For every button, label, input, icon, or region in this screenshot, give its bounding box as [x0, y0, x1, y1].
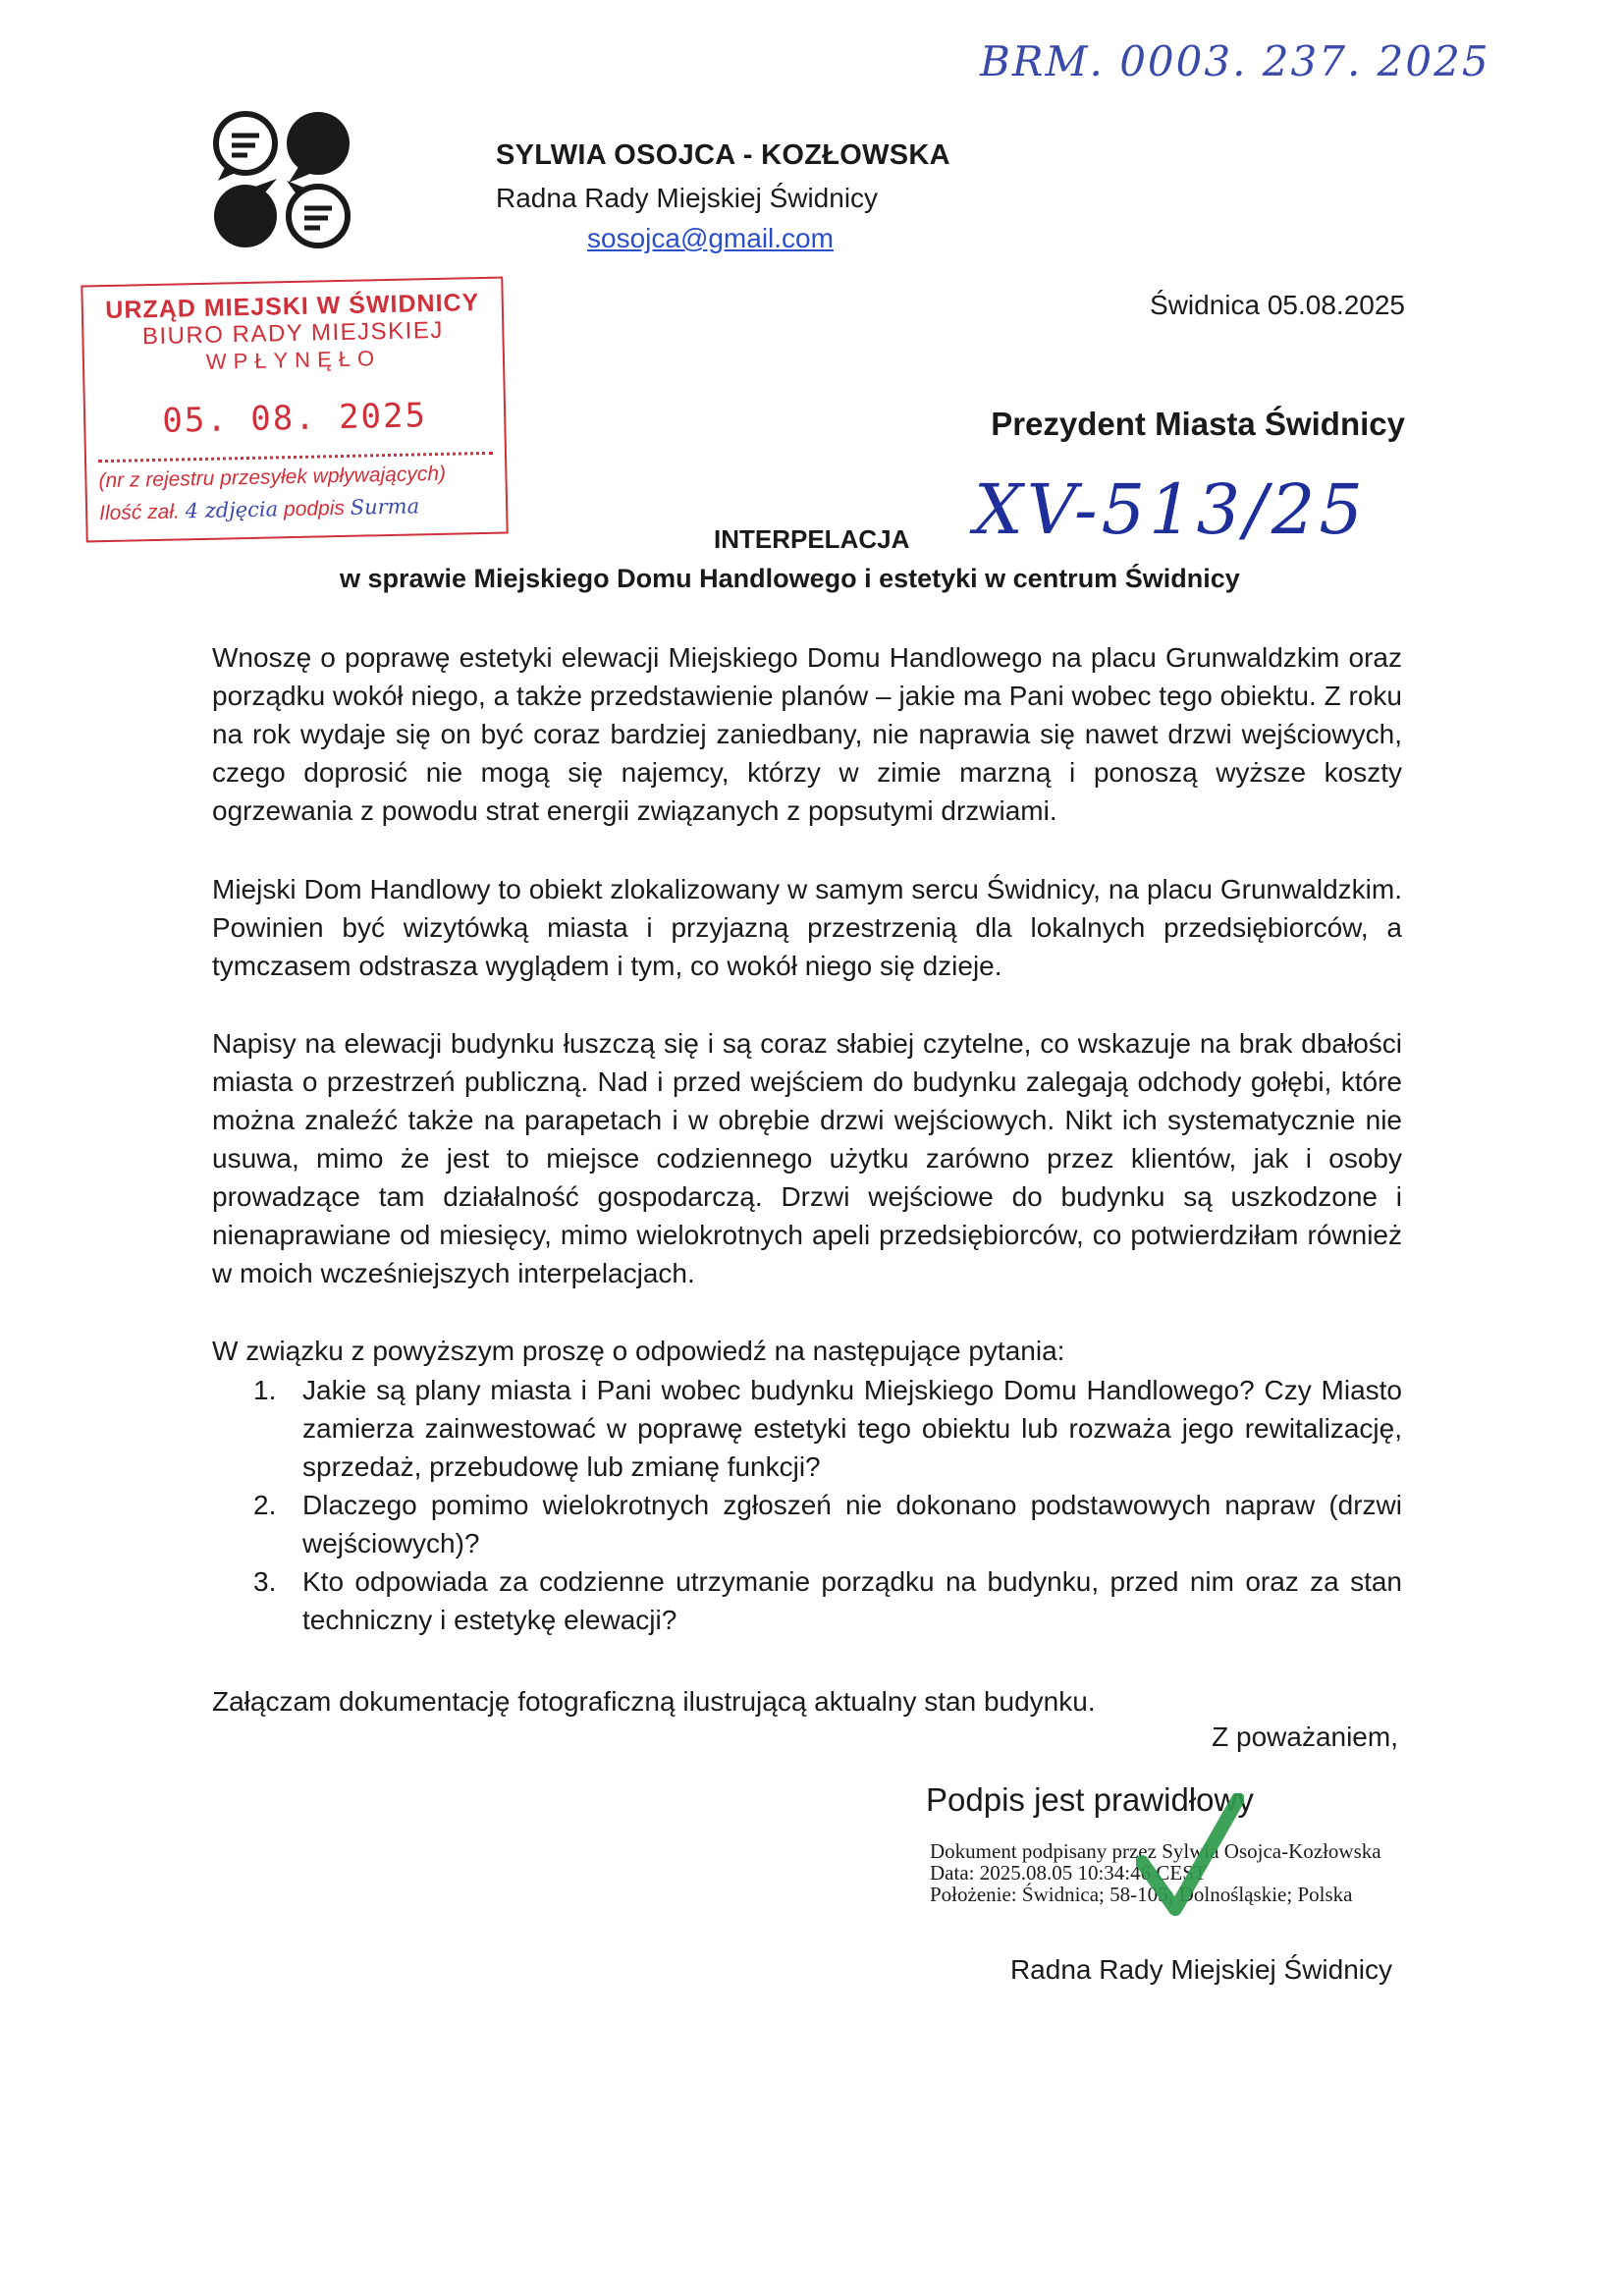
questions-intro: W związku z powyższym proszę o odpowiedź na następujące pytania: [212, 1336, 1065, 1366]
body-paragraph: Miejski Dom Handlowy to obiekt zlokalizowany w samym sercu Świdnicy, na placu Grunwaldzkim. Powinien być wizytówką miasta i przyjazną przestrzenią dla lokalnych przedsiębiorców, a tymczasem odstrasza wyglądem i tym, co wokół niego się dzieje. [212, 874, 1402, 981]
stamp-dotted-line [98, 452, 493, 463]
place-and-date: Świdnica 05.08.2025 [1150, 290, 1405, 320]
signer-role: Radna Rady Miejskiej Świdnicy [1009, 1954, 1392, 1985]
stamp-signature-label: podpis [283, 496, 346, 521]
stamp-attachments-row [99, 493, 506, 526]
question-item [253, 1486, 1402, 1562]
stamp-department: BIURO RADY MIEJSKIEJ [141, 316, 445, 351]
document-title: INTERPELACJA [714, 524, 910, 554]
received-stamp [81, 277, 508, 543]
question-text: Dlaczego pomimo wielokrotnych zgłoszeń nie dokonano podstawowych napraw (drzwi wejściowych)? [302, 1490, 1402, 1558]
attachment-note: Załączam dokumentację fotograficzną ilustrującą aktualny stan budynku. [212, 1686, 1096, 1717]
recipient: Prezydent Miasta Świdnicy [991, 406, 1405, 442]
body-paragraph: Wnoszę o poprawę estetyki elewacji Miejskiego Domu Handlowego na placu Grunwaldzkim oraz porządku wokół niego, a także przedstawienie planów – jakie ma Pani wobec tego obiektu. Z roku na rok wydaje się on być coraz bardziej zaniedbany, nie naprawia się nawet drzwi wejściowych, czego doprosić nie mogą się najemcy, którzy w zimie marzną i ponoszą wyższe koszty ogrzewania z powodu strat energii związanych z popsutymi drzwiami. [212, 642, 1402, 826]
signature-date: Data: 2025.08.05 10:34:46 CEST [930, 1861, 1207, 1885]
sender-role: Radna Rady Miejskiej Świdnicy [496, 183, 879, 213]
signature-status: Podpis jest prawidłowy [926, 1781, 1254, 1818]
question-text: Kto odpowiada za codzienne utrzymanie porządku na budynku, przed nim oraz za stan techniczny i estetykę elewacji? [302, 1566, 1402, 1635]
case-number-handwritten: XV-513/25 [974, 469, 1367, 550]
question-item [253, 1562, 1402, 1639]
closing-salutation: Z poważaniem, [1212, 1722, 1398, 1752]
document-subject: w sprawie Miejskiego Domu Handlowego i estetyki w centrum Świdnicy [340, 564, 1240, 593]
sender-name: SYLWIA OSOJCA - KOZŁOWSKA [496, 139, 950, 171]
body-paragraph: Napisy na elewacji budynku łuszczą się i są coraz słabiej czytelne, co wskazuje na brak dbałości miasta o przestrzeń publiczną. Nad i przed wejściem do budynku zalegają odchody gołębi, które można znaleźć także na parapetach i w obrębie drzwi wejściowych. Nikt ich systematycznie nie usuwa, mimo że jest to miejsce codziennego użytku zarówno przez klientów, jak i osoby prowadzące tam działalność gospodarczą. Drzwi wejściowe do budynku są uszkodzone i nienaprawiane od miesięcy, mimo wielokrotnych apeli przedsiębiorców, co potwierdziłam również w moich wcześniejszych interpelacjach. [212, 1028, 1402, 1288]
stamp-attachments-label: Ilość zał. [98, 500, 181, 525]
checkmark-icon [1136, 1793, 1244, 1919]
stamp-attachments-value: 4 zdjęcia [185, 497, 279, 523]
question-item [253, 1371, 1402, 1486]
question-number: 3. [253, 1566, 277, 1597]
question-text: Jakie są plany miasta i Pani wobec budynku Miejskiego Domu Handlowego? Czy Miasto zamierza zainwestować w poprawę estetyki tego obiektu lub rozważa jego rewitalizację, sprzedaż, przebudowę lub zmianę funkcji? [302, 1375, 1402, 1482]
stamp-office: URZĄD MIEJSKI W ŚWIDNICY [105, 289, 480, 325]
electronic-signature [926, 1781, 1476, 1929]
stamp-received-label: WPŁYNĘŁO [205, 346, 382, 374]
question-number: 2. [253, 1490, 277, 1520]
stamp-signature-value: Surma [350, 494, 420, 519]
question-number: 1. [253, 1375, 277, 1405]
signature-location: Położenie: Świdnica; 58-105; Dolnośląskie; Polska [930, 1883, 1353, 1906]
signature-signer: Dokument podpisany przez Sylwia Osojca-Kozłowska [930, 1839, 1381, 1863]
speech-bubbles-logo-icon [208, 106, 355, 253]
stamp-date: 05. 08. 2025 [161, 396, 428, 441]
registry-reference-handwritten: BRM. 0003. 237. 2025 [980, 37, 1490, 85]
sender-email-link[interactable]: sosojca@gmail.com [587, 223, 834, 253]
stamp-registry-label: (nr z rejestru przesyłek wpływających) [98, 462, 447, 493]
questions-list [253, 1371, 1402, 1639]
